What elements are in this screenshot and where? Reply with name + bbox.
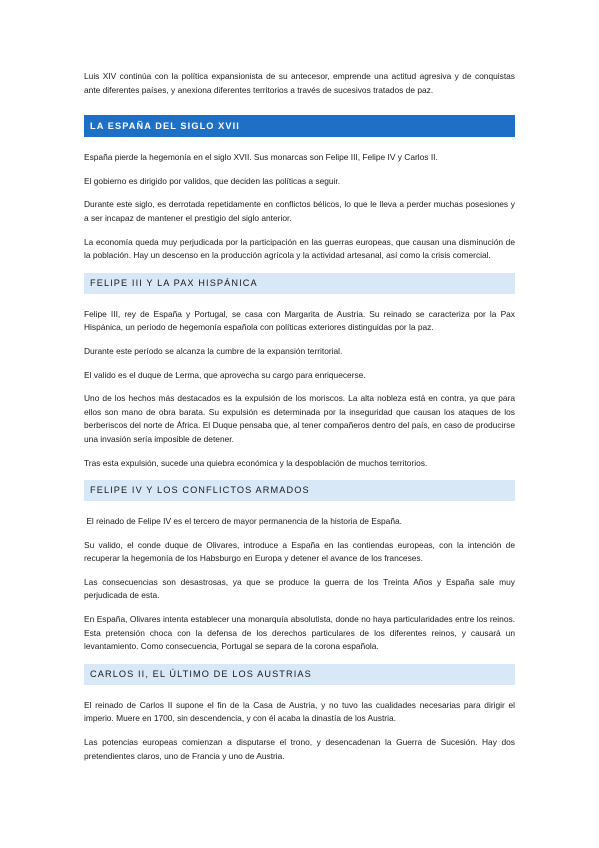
body-paragraph: En España, Olivares intenta establecer una monarquía absolutista, donde no haya particularidades entre los reinos. Esta pretensión choca con la defensa de los derechos particulares de los diferentes reinos, y causará un levantamiento. Como consecuencia, Portugal se separa de la corona española.	[84, 614, 515, 652]
body-paragraph: El valido es el duque de Lerma, que aprovecha su cargo para enriquecerse.	[84, 369, 366, 380]
body-paragraph: La economía queda muy perjudicada por la participación en las guerras europeas, que causan una disminución de la población. Hay un descenso en la producción agrícola y la actividad artesanal, así como la crisis comercial.	[84, 236, 515, 261]
body-paragraph: Durante este siglo, es derrotada repetidamente en conflictos bélicos, lo que le lleva a perder muchas posesiones y a ser incapaz de mantener el prestigio del siglo anterior.	[84, 199, 515, 223]
section-heading-felipe-iii: FELIPE III Y LA PAX HISPÁNICA	[84, 273, 515, 294]
section-heading-espana-siglo-xvii: LA ESPAÑA DEL SIGLO XVII	[84, 115, 515, 137]
section-heading-felipe-iv: FELIPE IV Y LOS CONFLICTOS ARMADOS	[84, 480, 515, 501]
body-paragraph: Uno de los hechos más destacados es la expulsión de los moriscos. La alta nobleza está en contra, ya que para ellos son mano de obra barata. Su expulsión es determinada por la inseguridad que causan los ataques de los berberiscos del norte de África. El Duque pensaba que, al tener compañeros dentro del país, en caso de producirse una invasión sería imposible de detener.	[84, 393, 515, 444]
body-paragraph: Durante este período se alcanza la cumbre de la expansión territorial.	[84, 345, 343, 356]
body-paragraph: Tras esta expulsión, sucede una quiebra económica y la despoblación de muchos territorios.	[84, 457, 428, 468]
body-paragraph: El reinado de Carlos II supone el fin de la Casa de Austria, y no tuvo las cualidades necesarias para dirigir el imperio. Muere en 1700, sin descendencia, y con él acaba la dinastía de los Austria.	[84, 699, 515, 724]
body-paragraph: Las potencias europeas comienzan a disputarse el trono, y desencadenan la Guerra de Sucesión. Hay dos pretendientes claros, uno de Francia y uno de Austria.	[84, 737, 515, 761]
body-paragraph: España pierde la hegemonía en el siglo XVII. Sus monarcas son Felipe III, Felipe IV y Carlos II.	[84, 152, 438, 163]
body-paragraph: Las consecuencias son desastrosas, ya que se produce la guerra de los Treinta Años y España sale muy perjudicada de esta.	[84, 576, 515, 601]
body-paragraph: El reinado de Felipe IV es el tercero de mayor permanencia de la historia de España.	[84, 516, 402, 527]
section-heading-carlos-ii: CARLOS II, EL ÚLTIMO DE LOS AUSTRIAS	[84, 664, 515, 685]
body-paragraph: Su valido, el conde duque de Olivares, introduce a España en las contiendas europeas, con la intención de recuperar la hegemonía de los Habsburgo en Europa y detener el avance de los franceses.	[84, 539, 515, 564]
body-paragraph: Felipe III, rey de España y Portugal, se casa con Margarita de Austria. Su reinado se caracteriza por la Pax Hispánica, un período de hegemonía española con políticas exteriores distinguidas por la paz.	[84, 308, 515, 333]
body-paragraph: El gobierno es dirigido por validos, que deciden las políticas a seguir.	[84, 175, 341, 186]
intro-paragraph: Luis XIV continúa con la política expansionista de su antecesor, emprende una actitud agresiva y de conquistas ante diferentes países, y anexiona diferentes territorios a través de sucesivos tratados de paz.	[84, 71, 515, 95]
